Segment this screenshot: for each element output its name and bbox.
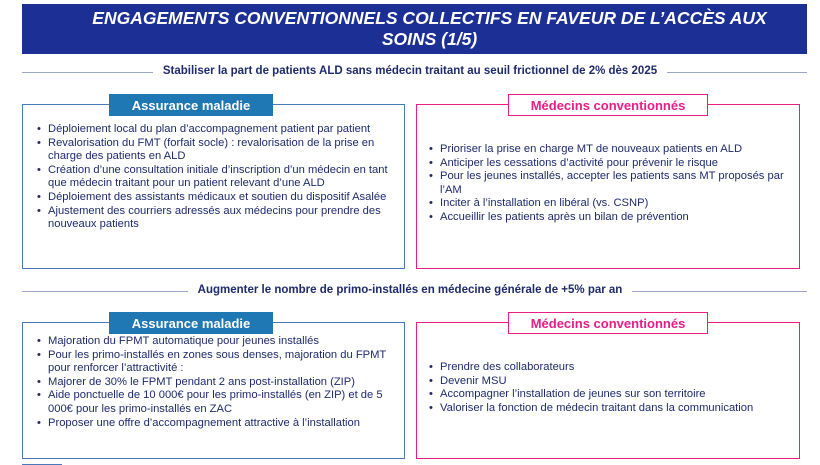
assurance-maladie-panel bbox=[22, 322, 405, 459]
section-heading: Augmenter le nombre de primo-installés en médecine générale de +5% par an bbox=[0, 284, 820, 296]
list-item: • Déploiement local du plan d’accompagnement patient par patient bbox=[37, 123, 395, 137]
list-item: • Revalorisation du FMT (forfait socle) : revalorisation de la prise en charge des patients en ALD bbox=[37, 137, 395, 164]
list-item: • Pour les primo-installés en zones sous denses, majoration du FPMT pour renforcer l’attractivité : bbox=[37, 349, 395, 376]
medecins-conventionnes-panel bbox=[416, 104, 800, 269]
medecins-conventionnes-label: Médecins conventionnés bbox=[508, 94, 708, 116]
list-item: • Aide ponctuelle de 10 000€ pour les primo-installés (en ZIP) et de 5 000€ pour les primo-installés en ZAC bbox=[37, 389, 395, 416]
medecins-conventionnes-panel bbox=[416, 322, 800, 459]
assurance-maladie-label: Assurance maladie bbox=[109, 94, 273, 116]
medecins-conventionnes-list bbox=[429, 361, 791, 415]
assurance-maladie-label: Assurance maladie bbox=[109, 312, 273, 334]
list-item: • Accompagner l’installation de jeunes sur son territoire bbox=[429, 388, 791, 402]
list-item: • Majorer de 30% le FPMT pendant 2 ans post-installation (ZIP) bbox=[37, 376, 395, 390]
list-item: • Proposer une offre d’accompagnement attractive à l’installation bbox=[37, 417, 395, 431]
page-title: ENGAGEMENTS CONVENTIONNELS COLLECTIFS EN FAVEUR DE L’ACCÈS AUX SOINS (1/5) bbox=[92, 8, 767, 49]
list-item: • Création d’une consultation initiale d’inscription d’un médecin en tant que médecin traitant pour un patient relevant d’une ALD bbox=[37, 164, 395, 191]
list-item: • Inciter à l’installation en libéral (vs. CSNP) bbox=[429, 197, 791, 211]
assurance-maladie-panel bbox=[22, 104, 405, 269]
section-heading: Stabiliser la part de patients ALD sans médecin traitant au seuil frictionnel de 2% dès 2025 bbox=[0, 65, 820, 77]
list-item: • Valoriser la fonction de médecin traitant dans la communication bbox=[429, 402, 791, 416]
medecins-conventionnes-list bbox=[429, 143, 791, 225]
list-item: • Accueillir les patients après un bilan de prévention bbox=[429, 211, 791, 225]
medecins-conventionnes-label: Médecins conventionnés bbox=[508, 312, 708, 334]
list-item: • Pour les jeunes installés, accepter les patients sans MT proposés par l’AM bbox=[429, 170, 791, 197]
assurance-maladie-list bbox=[37, 123, 395, 232]
list-item: • Prendre des collaborateurs bbox=[429, 361, 791, 375]
list-item: • Majoration du FPMT automatique pour jeunes installés bbox=[37, 335, 395, 349]
list-item: • Ajustement des courriers adressés aux médecins pour prendre des nouveaux patients bbox=[37, 205, 395, 232]
list-item: • Anticiper les cessations d’activité pour prévenir le risque bbox=[429, 157, 791, 171]
title-banner bbox=[22, 4, 807, 54]
list-item: • Prioriser la prise en charge MT de nouveaux patients en ALD bbox=[429, 143, 791, 157]
assurance-maladie-list bbox=[37, 335, 395, 430]
list-item: • Devenir MSU bbox=[429, 375, 791, 389]
list-item: • Déploiement des assistants médicaux et soutien du dispositif Asalée bbox=[37, 191, 395, 205]
